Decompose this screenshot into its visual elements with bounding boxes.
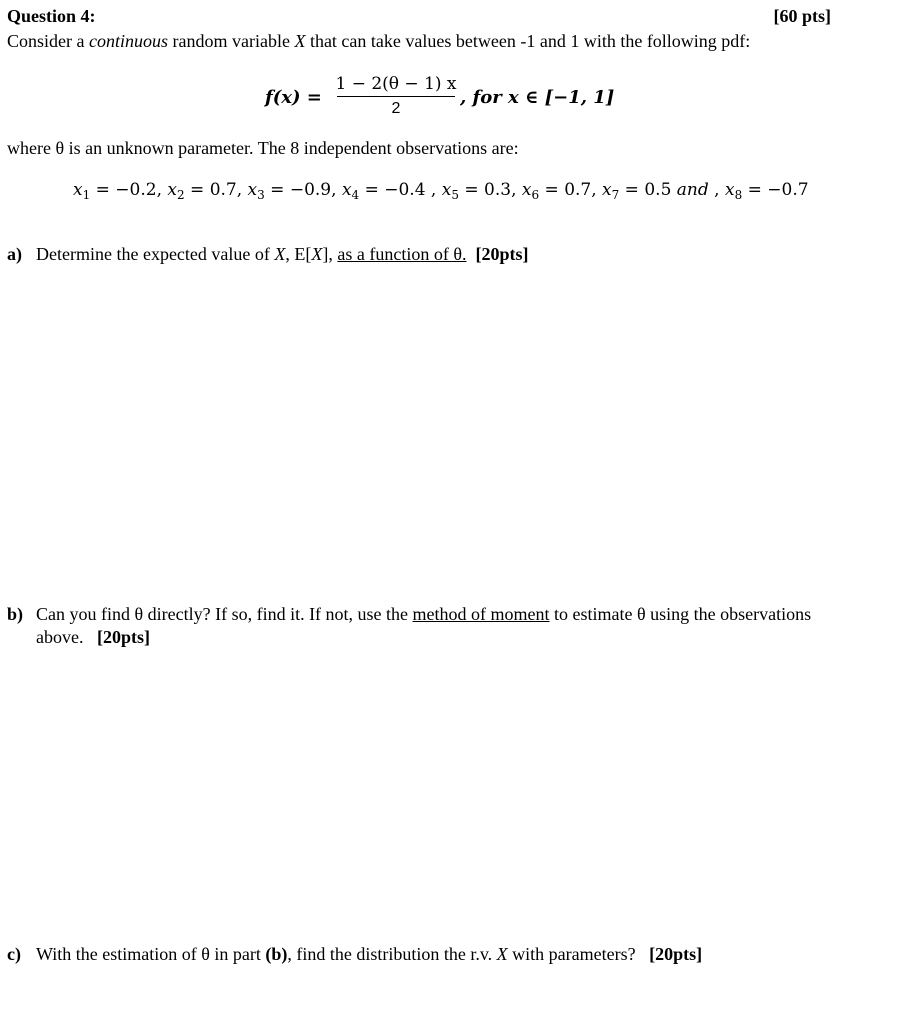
observation: $x_7 = 0.5$ [602,180,672,202]
part-c-ref: (b) [265,944,288,964]
observation-value: 0.7 [209,180,237,200]
intro-emphasis: continuous [88,31,168,51]
formula-domain: , for x ∈ [−1, 1] [460,87,615,108]
pdf-formula [265,72,665,126]
observations-and: and [676,180,709,200]
intro-suffix: that can take values between -1 and 1 with the following pdf: [305,31,751,51]
part-c [7,944,702,965]
part-b-underlined: method of moment [412,604,550,624]
observation: $x_3 = -0.9$ [247,180,332,202]
observation: $x_4 = -0.4$ [341,180,426,202]
part-a-underlined: as a function of θ. [337,244,467,264]
part-c-var: X [496,944,508,964]
part-a [7,244,528,265]
observation: $x_8 = -0.7$ [724,180,809,202]
part-a-text1: Determine the expected value of [36,244,275,264]
formula-denominator: 2 [391,100,401,117]
observation-value: 0.3 [484,180,512,200]
intro-middle: random variable [167,31,295,51]
observation-var: x [521,180,532,200]
observation-sub: 8 [734,188,743,202]
part-b-label: b) [7,604,24,624]
observation-var: x [602,180,612,200]
observation-var: x [441,180,452,200]
observation: $x_6 = 0.7$ [521,180,592,202]
part-b-text1: Can you find θ directly? If so, find it. If not, use the [36,604,413,624]
where-line: where θ is an unknown parameter. The 8 independent observations are: [7,138,519,158]
observations-line: $x_1 = -0.2$, $x_2 = 0.7$, $x_3 = -0.9$, $x_4 = -0.4$ , $x_5 = 0.3$, $x_6 = 0.7$, $x_7 = 0.5$ and , $x_8 = -0.7$ [73,180,809,202]
observation-var: x [247,180,258,200]
formula-numerator: 1 − 2(θ − 1) x [335,74,457,94]
observation-sub: 3 [257,188,265,202]
observation-sub: 7 [611,188,620,202]
intro-prefix: Consider a [7,31,89,51]
question-points: [60 pts] [773,6,831,26]
part-c-text1: With the estimation of θ in part [36,944,266,964]
part-a-points: [20pts] [475,244,529,264]
observation-value: 0.5 [644,180,672,200]
part-c-label: c) [7,944,21,964]
part-b-text2: to estimate θ using the observations [549,604,812,624]
observation-value: −0.9 [289,180,332,200]
observation-var: x [167,180,177,200]
part-b-points: [20pts] [96,627,150,647]
observation-var: x [341,180,352,200]
part-a-var2: X [311,244,323,264]
observation-sub: 5 [451,188,459,202]
observation-var: x [724,180,735,200]
intro-text [7,31,750,52]
observation-sub: 2 [176,188,185,202]
formula-lhs: f(x) = [265,87,322,108]
part-c-text2: , find the distribution the r.v. [287,944,497,964]
observation-sub: 1 [82,188,91,202]
observation-value: −0.4 [384,180,426,200]
question-title: Question 4: [7,6,96,26]
part-a-text3: ], [322,244,338,264]
observation: $x_5 = 0.3$ [441,180,512,202]
part-a-text2: , E[ [285,244,312,264]
part-a-var: X [274,244,286,264]
part-c-points: [20pts] [649,944,703,964]
observation-value: 0.7 [564,180,592,200]
intro-variable: X [294,31,306,51]
formula-fraction [335,72,457,121]
part-a-label: a) [7,244,22,264]
observation-sub: 4 [351,188,360,202]
part-b-line2-text: above. [36,627,84,647]
observation: $x_1 = -0.2$ [73,180,157,202]
part-c-text3: with parameters? [507,944,636,964]
observation-sub: 6 [531,188,540,202]
observation: $x_2 = 0.7$ [167,180,237,202]
observation-value: −0.2 [115,180,157,200]
observation-value: −0.7 [767,180,809,200]
part-b-line2 [36,627,150,648]
observation-var: x [73,180,83,200]
part-b [7,604,811,625]
